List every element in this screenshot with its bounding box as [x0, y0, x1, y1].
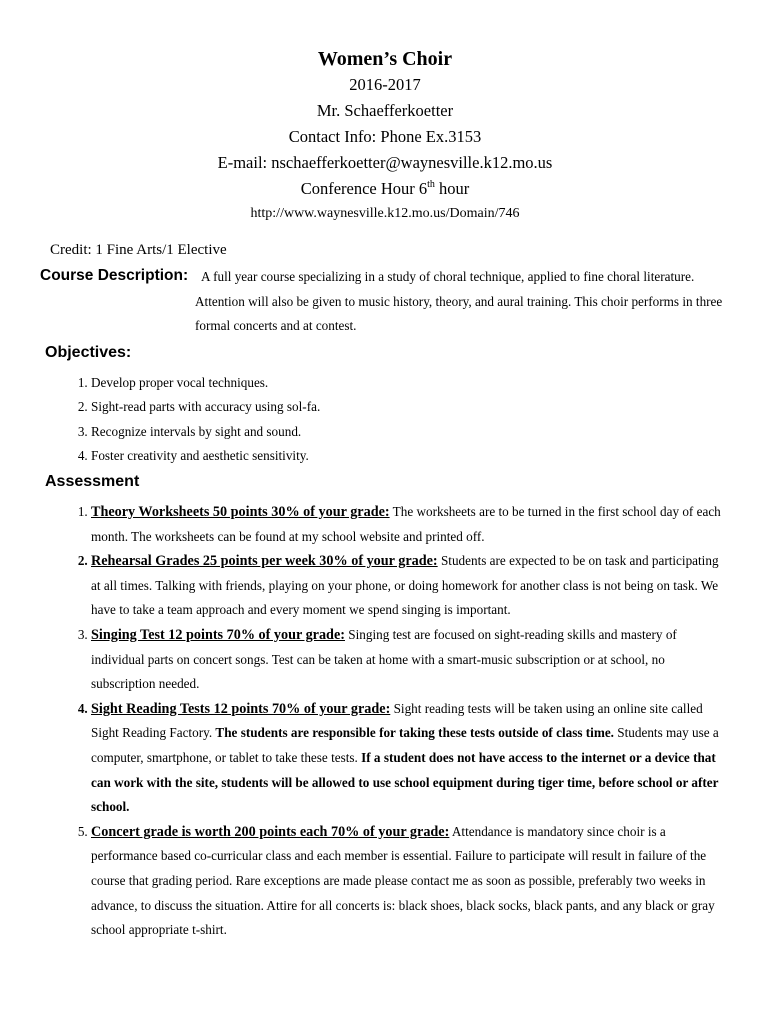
objective-item: 2. Sight-read parts with accuracy using sol-fa. [91, 395, 741, 419]
course-description-line1: A full year course specializing in a study of choral technique, applied to fine choral literature. [201, 269, 695, 284]
conference-prefix: Conference Hour 6 [300, 179, 428, 198]
objective-item: 3. Recognize intervals by sight and sound. [91, 420, 741, 444]
objective-item: 1. Develop proper vocal techniques. [91, 371, 741, 395]
assessment-item-title: Concert grade is worth 200 points each 70% of your grade: [91, 823, 450, 840]
assessment-item-bold-text: If a student does not have access to the internet or a device that can work with the site, students will be allowed to use school equipment during tiger time, before school or after school. [91, 749, 719, 815]
assessment-item-text: The worksheets are to be turned in the first school day of each month. The worksheets can be found at my school website and printed off. [91, 504, 721, 544]
assessment-list [45, 500, 729, 943]
assessment-item-title: Singing Test 12 points 70% of your grade: [91, 626, 345, 643]
course-description-text [195, 265, 730, 339]
assessment-item [91, 549, 729, 623]
assessment-item [91, 820, 729, 943]
page-title: Women’s Choir [317, 48, 453, 70]
conference-superscript: th [427, 178, 435, 190]
school-year: 2016-2017 [349, 75, 421, 94]
document-header [0, 46, 770, 226]
assessment-item [91, 697, 729, 820]
assessment-item [91, 623, 729, 697]
objectives-list [45, 371, 741, 468]
contact-info: Contact Info: Phone Ex.3153 [288, 127, 482, 146]
objective-item: 4. Foster creativity and aesthetic sensitivity. [91, 444, 741, 468]
assessment-item-text: Students are expected to be on task and participating at all times. Talking with friends, playing on your phone, or doing homework for another class is not being on task. We have to take a team approach and every moment we spend singing is important. [91, 553, 719, 618]
assessment-heading: Assessment [45, 473, 140, 490]
assessment-item-title: Sight Reading Tests 12 points 70% of your grade: [91, 700, 391, 717]
assessment-item-text: Sight reading tests will be taken using an online site called Sight Reading Factory. [91, 700, 703, 741]
assessment-item-text: Students may use a computer, smartphone, or tablet to take these tests. [91, 725, 719, 765]
objectives-heading: Objectives: [45, 344, 132, 361]
assessment-item-title: Theory Worksheets 50 points 30% of your grade: [91, 504, 390, 520]
email-line: E-mail: nschaefferkoetter@waynesville.k12.mo.us [217, 153, 553, 172]
course-description-rest: Attention will also be given to music history, theory, and aural training. This choir performs in three formal concerts and at contest. [195, 293, 723, 333]
assessment-item-title: Rehearsal Grades 25 points per week 30% of your grade: [91, 553, 438, 570]
conference-suffix: hour [434, 179, 470, 198]
course-description-label: Course Description: [40, 267, 189, 284]
assessment-item-bold-text: The students are responsible for taking these tests outside of class time. [215, 725, 614, 741]
conference-hour [0, 176, 770, 202]
assessment-item-text: Singing test are focused on sight-reading skills and mastery of individual parts on concert songs. Test can be taken at home with a smart-music subscription or at school, no subscription needed. [91, 626, 677, 692]
teacher-name: Mr. Schaefferkoetter [316, 101, 454, 120]
credit-line: Credit: 1 Fine Arts/1 Elective [50, 242, 227, 258]
assessment-item [91, 500, 729, 549]
assessment-item-text: Attendance is mandatory since choir is a performance based co-curricular class and each member is essential. Failure to participate will result in failure of the course that grading period. Rare exceptions are made please contact me as soon as possible, preferably two weeks in advance, to discuss the situation. Attire for all concerts is: black shoes, black socks, black pants, and any black or gray school appropriate t-shirt. [91, 823, 715, 938]
website-url[interactable]: http://www.waynesville.k12.mo.us/Domain/746 [250, 206, 520, 221]
